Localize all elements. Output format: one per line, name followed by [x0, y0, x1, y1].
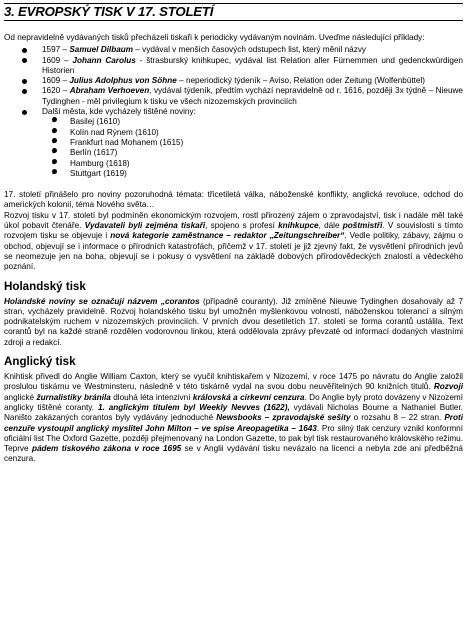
cities-list: [42, 117, 463, 179]
list-item: 1609 – Julius Adolphus von Söhne – neperiodický týdeník – Aviso, Relation oder Zeitung (Wolfenbüttel): [42, 76, 463, 86]
city-item: - Frankfurt nad Mohanem (1615): [70, 138, 463, 148]
examples-list: [4, 45, 463, 179]
development-paragraph: Rozvoj tisku v 17. století byl podmíněn ekonomickým rozvojem, rostl přirozený zájem o zpravodajství, tisk i nadále měl také úkol pobavit čtenáře. Vydavateli byli zejména tiskaři, spojeno s profesí knihkupce, dále poštmistři. V souvislosti s tímto rozvojem tisku se objevuje i nová kategorie zaměstnance – redaktor „Zeitungschreiber“. Vedle politiky, zábavy, zájmu o obchod, objevují se i informace o přírodních katastrofách, přičemž v 17. století je již zjevný fakt, že vysvětlení přírodních jevů se neomezuje jen na boha, objevují se i pokusy o vysvětlení na základě dobových přírodovědeckých znalostí a vědeckého poznání.: [4, 210, 463, 272]
intro-paragraph: Od nepravidelně vydávaných tisků přecházeli tiskaři k periodicky vydávaným novinám. Uveďme následující příklady:: [4, 33, 425, 42]
city-item: - Berlín (1617): [70, 148, 463, 158]
list-item: 1609 – Johann Carolus - štrasburský knihkupec, vydával list Relation aller Fürnemmen und gedenckwürdigen Historien: [42, 55, 463, 75]
city-item: - Kolín nad Rýnem (1610): [70, 128, 463, 138]
city-item: - Hamburg (1618): [70, 159, 463, 169]
city-item: - Stuttgart (1619): [70, 169, 463, 179]
heading-holland: Holandský tisk: [4, 279, 86, 293]
page-title: 3. EVROPSKÝ TISK V 17. STOLETÍ: [4, 4, 214, 19]
themes-paragraph: 17. století přinášelo pro noviny pozoruhodná témata: třicetiletá válka, náboženské konflikty, anglická revoluce, odchod do amerických kolonií, téma Nového světa…: [4, 190, 463, 210]
holland-paragraph: Holandské noviny se označují názvem „corantos (případně couranty). Již zmíněné Nieuwe Tydinghen dosahovaly až 7 stran, vycházely pravidelně. Rozvoj holandského tisku byl umožněn myšlenkovou volností, náboženskou tolerancí a silným podnikatelským ruchem v nizozemských provinciích. V prvních dvou desetiletích 17. století se forma corantů ustálila. Text corantů byl na každé straně rozdělen vodorovnou linkou, která oddělovala zprávy převzaté od informací dodaných vlastními zdroji a redakcí.: [4, 296, 463, 347]
list-item: 1620 – Abraham Verhoeven, vydával týdeník, předtím vychází nepravidelně od r. 1616, později 3x týdně – Nieuwe Tydinghen - měl privilegium k tisku ve všech nizozemských provinciích: [42, 86, 463, 106]
heading-england: Anglický tisk: [4, 355, 76, 369]
city-item: - Basilej (1610): [70, 117, 463, 127]
list-item: Další města, kde vycházely tištěné noviny: - Basilej (1610) - Kolín nad Rýnem (1610) - Frankfurt nad Mohanem (1615) - Berlín (1617) - Hamburg (1618) - Stuttgart (1619): [42, 107, 463, 179]
list-item: 1597 – Samuel Dilbaum – vydával v menších časových odstupech list, který měnil názvy: [42, 45, 463, 55]
title-bar: [4, 3, 463, 21]
england-paragraph: Knihtisk přivedl do Anglie William Caxton, který se vyučil knihtiskařem v Nizozemí, v roce 1475 po návratu do Anglie založil proslulou tiskárnu ve Westminsteru, následně v této tiskárně vydal na svou dobu neuvěřitelných 90 knižních titulů. Rozvoji anglické žurnalistiky bránila dlouhá léta intenzivní královská a církevní cenzura. Do Anglie byly proto dovázeny v Nizozemí anglicky tištěné coranty. 1. anglickým titulem byl Weekly Nevves (1622), vydávali Nicholas Bourne a Nathaniel Butler. Naništo zakázaných corantos byly vydávány jednoduché Newsbooks – zpravodajské sešity o rozsahu 8 – 22 stran. Proti cenzuře vystoupil anglický myslitel John Milton – ve spise Areopagetika – 1643. Pro silný tlak cenzury vznikl konformní oficiální list The Oxford Gazette, později přejmenovaný na London Gazette, to pak byl tisk restaurovaného královského režimu. Teprve pádem tiskového zákona v roce 1695 se v Anglii vydávání tisku nevázalo na licenci a nebyla zde ani předběžná cenzura.: [4, 372, 463, 464]
